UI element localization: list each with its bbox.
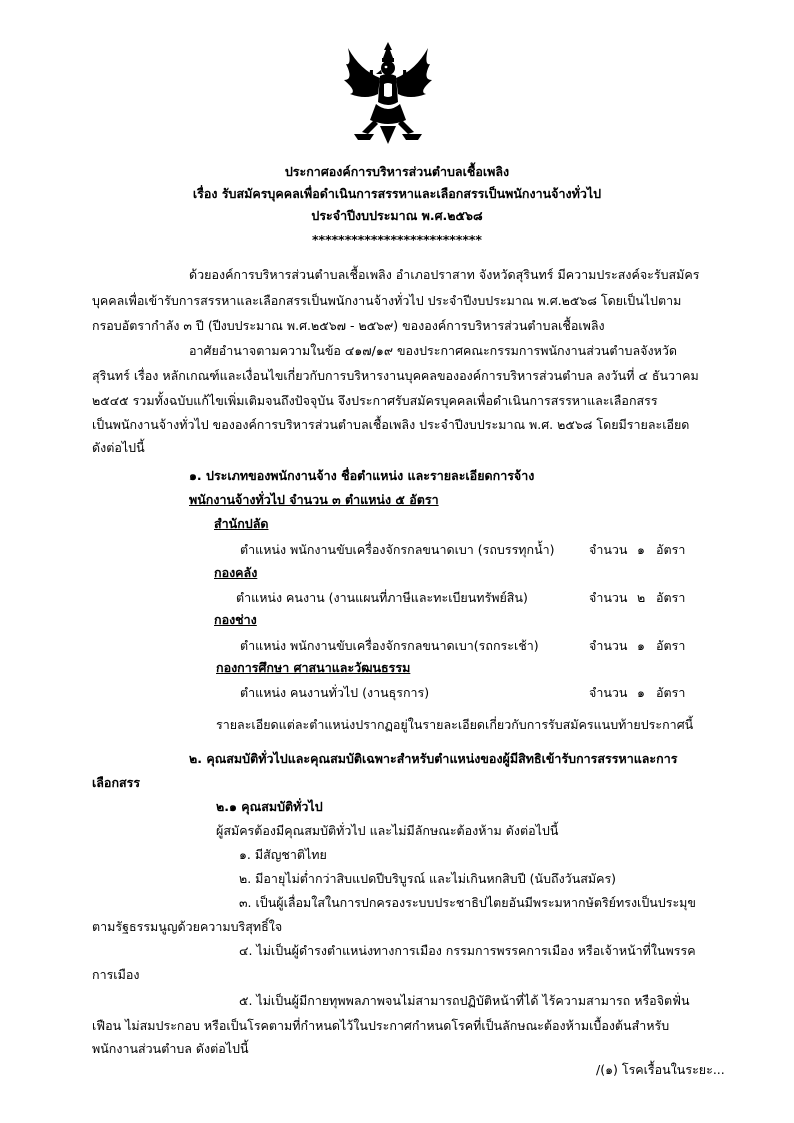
section-2-1-lead: ผู้สมัครต้องมีคุณสมบัติทั่วไป และไม่มีลักษณะต้องห้าม ดังต่อไปนี้ [216, 823, 559, 838]
count-unit: อัตรา [656, 590, 686, 605]
unit-heading: กองการศึกษา ศาสนาและวัฒนธรรม [216, 660, 411, 675]
intro-paragraph-2-line-1: อาศัยอำนาจตามความในข้อ ๔๑๗/๑๙ ของประกาศคณะกรรมการพนักงานส่วนตำบลจังหวัด [189, 343, 677, 358]
unit-heading: สำนักปลัด [214, 516, 269, 531]
qualification-item-1: ๑. มีสัญชาติไทย [239, 847, 327, 862]
count-value: ๑ [637, 685, 645, 700]
intro-paragraph-2-line-3: ๒๕๔๕ รวมทั้งฉบับแก้ไขเพิ่มเติมจนถึงปัจจุบัน จึงประกาศรับสมัครบุคคลเพื่อดำเนินการสรรหาและเลือกสรร [92, 393, 658, 408]
document-title: ประกาศองค์การบริหารส่วนตำบลเชื้อเพลิง [284, 164, 510, 179]
section-2-heading-line-2: เลือกสรร [92, 775, 141, 790]
section-1-heading: ๑. ประเภทของพนักงานจ้าง ชื่อตำแหน่ง และรายละเอียดการจ้าง [189, 468, 535, 483]
qualification-item-5-line-2: เฟือน ไม่สมประกอบ หรือเป็นโรคตามที่กำหนดไว้ในประกาศกำหนดโรคที่เป็นลักษณะต้องห้ามเบื้องต้นสำหรับ [92, 1018, 670, 1033]
count-value: ๒ [637, 590, 646, 605]
position-name: ตำแหน่ง คนงาน (งานแผนที่ภาษีและทะเบียนทรัพย์สิน) [236, 590, 528, 605]
qualification-item-4-line-1: ๔. ไม่เป็นผู้ดำรงตำแหน่งทางการเมือง กรรมการพรรคการเมือง หรือเจ้าหน้าที่ในพรรค [239, 943, 696, 958]
position-name: ตำแหน่ง พนักงานขับเครื่องจักรกลขนาดเบา(รถกระเช้า) [240, 638, 539, 653]
qualification-item-4-line-2: การเมือง [92, 967, 140, 982]
intro-paragraph-1-line-2: บุคคลเพื่อเข้ารับการสรรหาและเลือกสรรเป็นพนักงานจ้างทั่วไป ประจำปีงบประมาณ พ.ศ.๒๕๖๘ โดยเป็นไปตาม [92, 293, 682, 308]
intro-paragraph-1-line-1: ด้วยองค์การบริหารส่วนตำบลเชื้อเพลิง อำเภอปราสาท จังหวัดสุรินทร์ มีความประสงค์จะรับสมัคร [189, 267, 700, 282]
intro-paragraph-2-line-2: สุรินทร์ เรื่อง หลักเกณฑ์และเงื่อนไขเกี่ยวกับการบริหารงานบุคคลขององค์การบริหารส่วนตำบล ลงวันที่ ๔ ธันวาคม [92, 368, 699, 383]
position-row [240, 684, 700, 702]
qualification-item-5-line-3: พนักงานส่วนตำบล ดังต่อไปนี้ [92, 1041, 249, 1056]
position-name: ตำแหน่ง คนงานทั่วไป (งานธุรการ) [240, 685, 430, 700]
qualification-item-5-line-1: ๕. ไม่เป็นผู้มีกายทุพพลภาพจนไม่สามารถปฏิบัติหน้าที่ได้ ไร้ความสามารถ หรือจิตฟั่น [239, 993, 690, 1008]
separator-stars: ************************** [312, 232, 482, 247]
unit-heading: กองช่าง [214, 612, 257, 627]
intro-paragraph-2-line-5: ดังต่อไปนี้ [92, 440, 145, 455]
count-unit: อัตรา [656, 685, 686, 700]
count-unit: อัตรา [656, 542, 686, 557]
count-label: จำนวน [589, 542, 628, 557]
section-1-note: รายละเอียดแต่ละตำแหน่งปรากฏอยู่ในรายละเอียดเกี่ยวกับการรับสมัครแนบท้ายประกาศนี้ [216, 717, 694, 732]
document-subject: เรื่อง รับสมัครบุคคลเพื่อดำเนินการสรรหาและเลือกสรรเป็นพนักงานจ้างทั่วไป [192, 186, 602, 201]
section-1-subheading: พนักงานจ้างทั่วไป จำนวน ๓ ตำแหน่ง ๕ อัตรา [189, 492, 439, 507]
position-row [240, 541, 700, 559]
qualification-item-2: ๒. มีอายุไม่ต่ำกว่าสิบแปดปีบริบูรณ์ และไม่เกินหกสิบปี (นับถึงวันสมัคร) [239, 871, 617, 886]
position-name: ตำแหน่ง พนักงานขับเครื่องจักรกลขนาดเบา (รถบรรทุกน้ำ) [240, 542, 555, 557]
count-value: ๑ [637, 638, 645, 653]
section-2-1-heading: ๒.๑ คุณสมบัติทั่วไป [216, 799, 323, 814]
count-unit: อัตรา [656, 638, 686, 653]
intro-paragraph-1-line-3: กรอบอัตรากำลัง ๓ ปี (ปีงบประมาณ พ.ศ.๒๕๖๗ - ๒๕๖๙) ขององค์การบริหารส่วนตำบลเชื้อเพลิง [92, 318, 605, 333]
count-value: ๑ [637, 542, 645, 557]
position-row [236, 589, 696, 607]
count-label: จำนวน [589, 685, 628, 700]
qualification-item-3-line-1: ๓. เป็นผู้เลื่อมใสในการปกครองระบบประชาธิปไตยอันมีพระมหากษัตริย์ทรงเป็นประมุข [239, 895, 696, 910]
garuda-emblem-icon [340, 40, 436, 150]
page-continuation: /(๑) โรคเรื้อนในระยะ... [596, 1062, 725, 1077]
section-2-heading-line-1: ๒. คุณสมบัติทั่วไปและคุณสมบัติเฉพาะสำหรับตำแหน่งของผู้มีสิทธิเข้ารับการสรรหาและการ [189, 751, 678, 766]
count-label: จำนวน [589, 638, 628, 653]
count-label: จำนวน [589, 590, 628, 605]
unit-heading: กองคลัง [214, 565, 258, 580]
qualification-item-3-line-2: ตามรัฐธรรมนูญด้วยความบริสุทธิ์ใจ [92, 919, 283, 934]
fiscal-year-line: ประจำปีงบประมาณ พ.ศ.๒๕๖๘ [311, 208, 483, 223]
position-row [240, 637, 700, 655]
intro-paragraph-2-line-4: เป็นพนักงานจ้างทั่วไป ขององค์การบริหารส่วนตำบลเชื้อเพลิง ประจำปีงบประมาณ พ.ศ. ๒๕๖๘ โดยมีรายละเอียด [92, 417, 690, 432]
